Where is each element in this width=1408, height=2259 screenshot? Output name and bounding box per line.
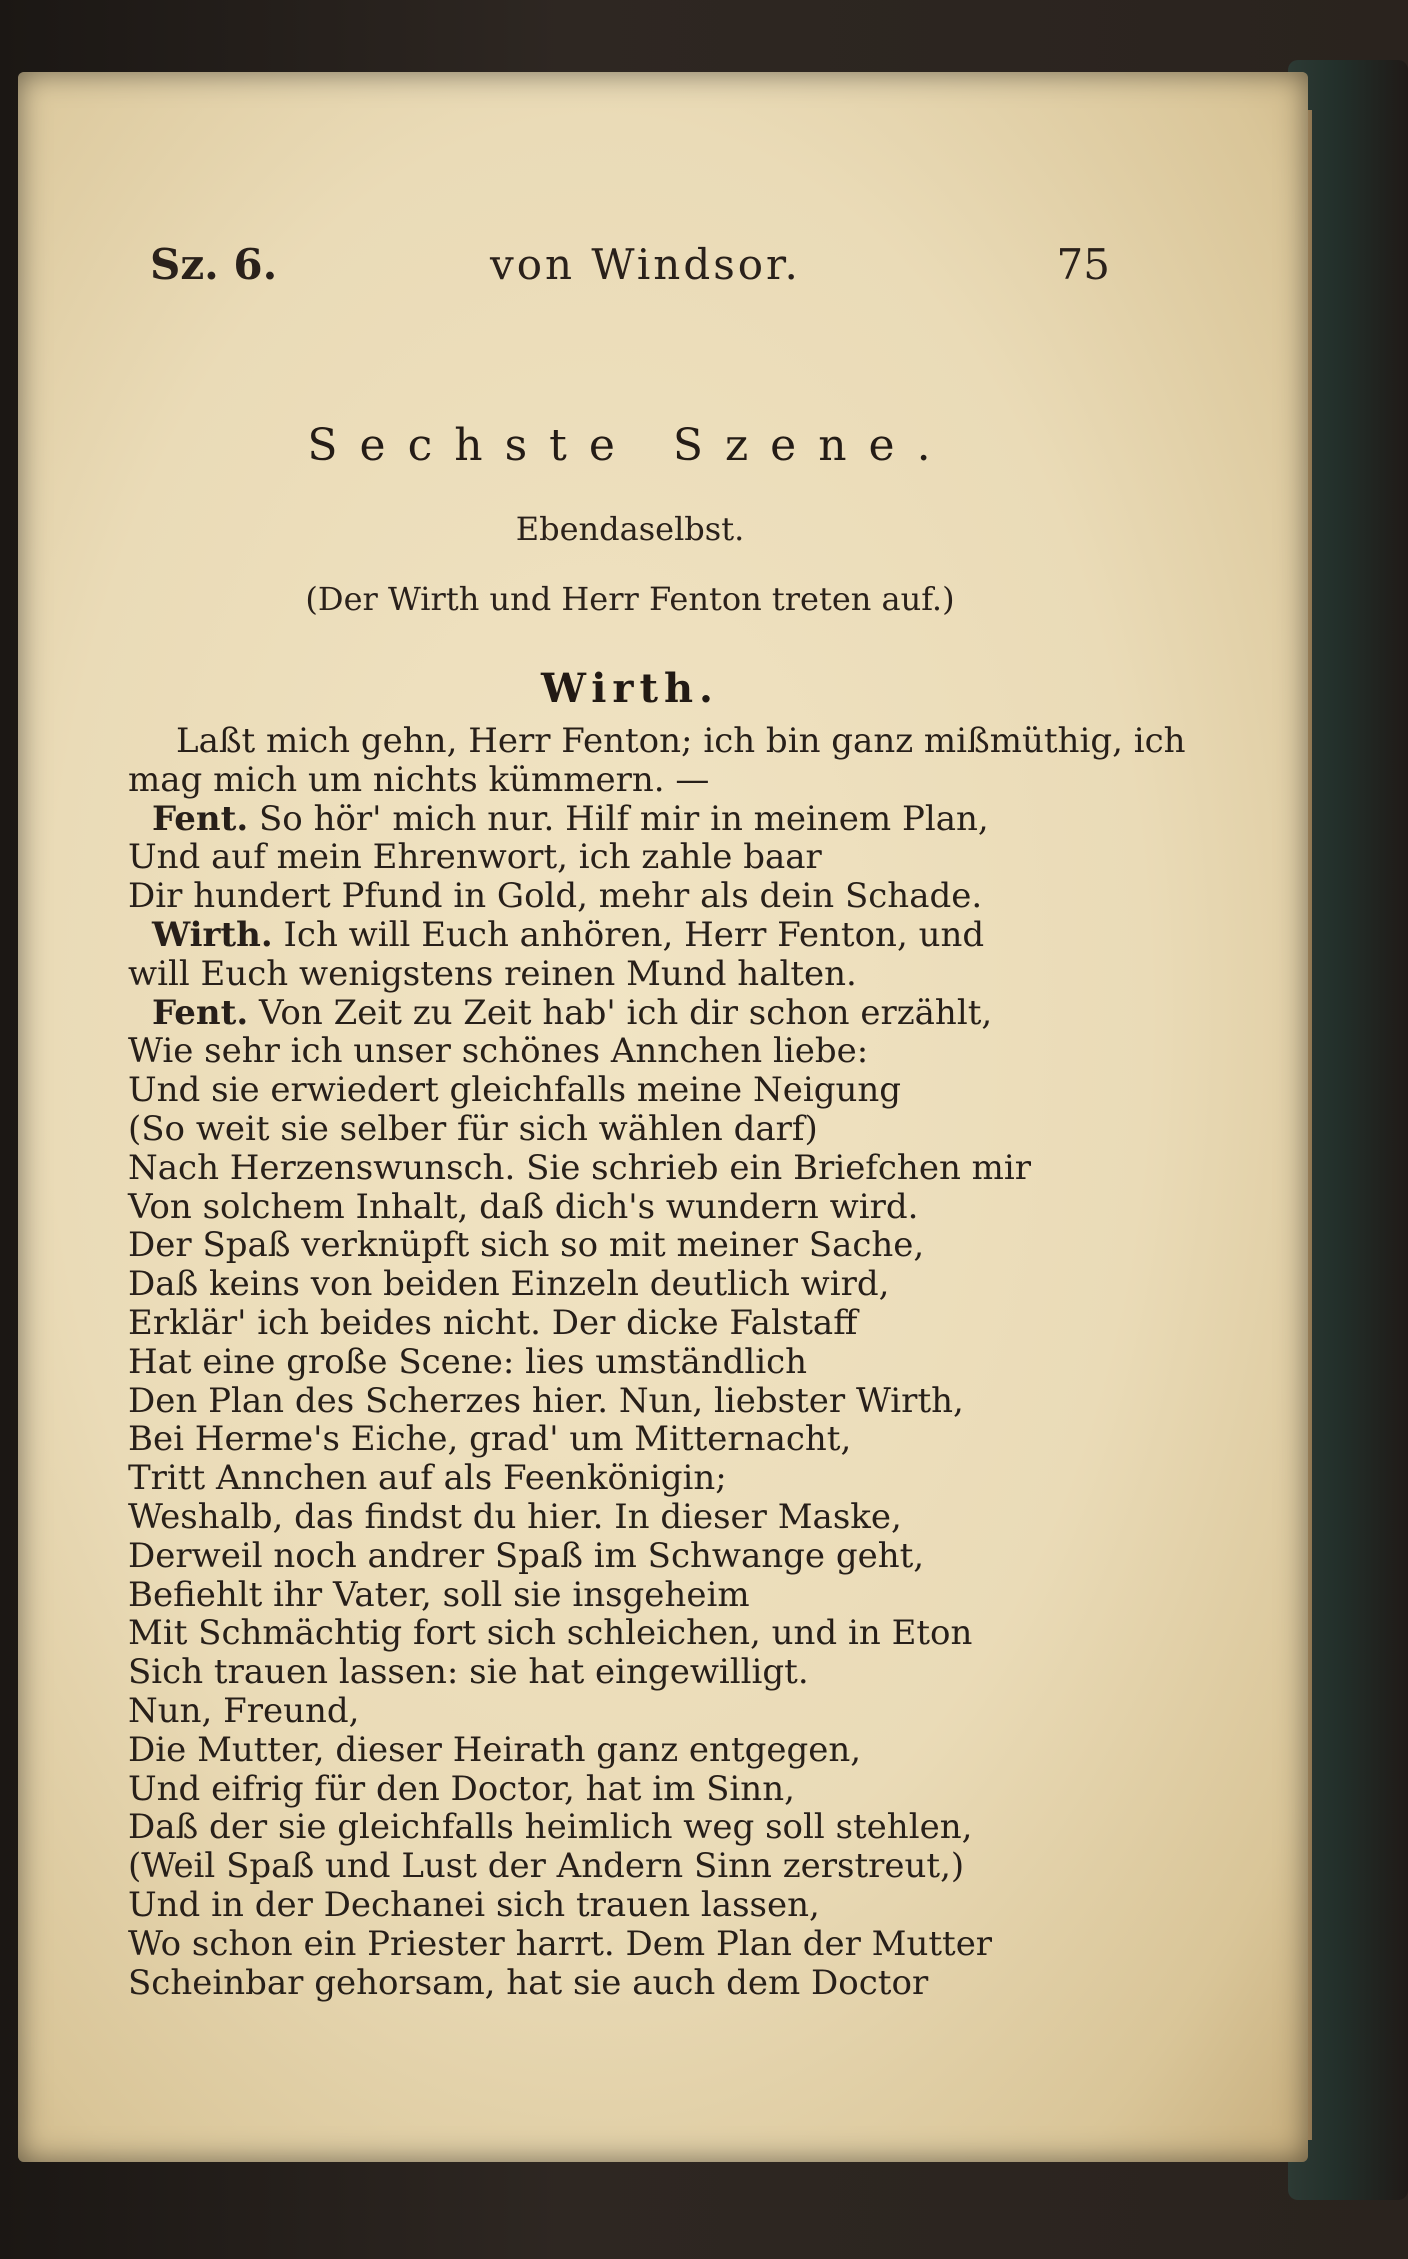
stage-direction: (Der Wirth und Herr Fenton treten auf.) xyxy=(305,580,955,618)
text-line xyxy=(128,1537,1148,1576)
text-line xyxy=(128,994,1148,1033)
line-text: Und sie erwiedert gleichfalls meine Neigung xyxy=(128,1070,902,1111)
text-line xyxy=(128,1925,1148,1964)
line-text: Von Zeit zu Zeit hab' ich dir schon erzählt, xyxy=(248,992,993,1033)
text-line xyxy=(128,1304,1148,1343)
speaker-label: Fent. xyxy=(152,992,249,1033)
line-text: Laßt mich gehn, Herr Fenton; ich bin ganz mißmüthig, ich xyxy=(176,721,1186,761)
line-text: (Weil Spaß und Lust der Andern Sinn zerstreut,) xyxy=(128,1846,965,1887)
scene-location: Ebendaselbst. xyxy=(515,510,745,548)
text-line xyxy=(128,1692,1148,1731)
speaker-label: Wirth. xyxy=(152,914,273,955)
line-text: Den Plan des Scherzes hier. Nun, liebster Wirth, xyxy=(128,1380,964,1421)
line-text: will Euch wenigstens reinen Mund halten. xyxy=(128,953,857,994)
line-text: Mit Schmächtig fort sich schleichen, und in Eton xyxy=(128,1613,973,1654)
line-text: So hör' mich nur. Hilf mir in meinem Plan, xyxy=(248,798,989,839)
line-text: Und in der Dechanei sich trauen lassen, xyxy=(128,1884,820,1925)
text-line xyxy=(128,955,1148,994)
text-line xyxy=(128,1731,1148,1770)
line-text: Derweil noch andrer Spaß im Schwange geht, xyxy=(128,1535,925,1576)
text-line xyxy=(128,1459,1148,1498)
text-line xyxy=(128,1188,1148,1227)
text-line xyxy=(128,1498,1148,1537)
text-line xyxy=(128,1149,1148,1188)
text-line xyxy=(128,761,1148,800)
text-line xyxy=(128,838,1148,877)
line-text: Nun, Freund, xyxy=(128,1690,360,1731)
text-line xyxy=(128,1032,1148,1071)
line-text: Von solchem Inhalt, daß dich's wundern wird. xyxy=(128,1186,919,1227)
line-text: Wie sehr ich unser schönes Annchen liebe: xyxy=(128,1031,869,1072)
text-line xyxy=(128,1110,1148,1149)
line-text: (So weit sie selber für sich wählen darf) xyxy=(128,1108,818,1149)
line-text: Tritt Annchen auf als Feenkönigin; xyxy=(128,1458,727,1499)
line-text: Wo schon ein Priester harrt. Dem Plan der Mutter xyxy=(128,1923,993,1964)
text-line xyxy=(128,1343,1148,1382)
text-line xyxy=(128,1576,1148,1615)
text-line xyxy=(128,1847,1148,1886)
line-text: Dir hundert Pfund in Gold, mehr als dein Schade. xyxy=(128,876,983,917)
text-line xyxy=(128,800,1148,839)
line-text: Nach Herzenswunsch. Sie schrieb ein Briefchen mir xyxy=(128,1147,1032,1188)
text-line xyxy=(128,1420,1148,1459)
line-text: Bei Herme's Eiche, grad' um Mitternacht, xyxy=(128,1419,852,1460)
line-text: Erklär' ich beides nicht. Der dicke Falstaff xyxy=(128,1302,858,1343)
speaker-label: Fent. xyxy=(152,798,249,839)
text-line xyxy=(128,1770,1148,1809)
text-line xyxy=(128,1886,1148,1925)
text-line xyxy=(128,1653,1148,1692)
running-header xyxy=(150,240,1110,310)
line-text: Und eifrig für den Doctor, hat im Sinn, xyxy=(128,1768,795,1809)
line-text: Daß keins von beiden Einzeln deutlich wird, xyxy=(128,1264,890,1305)
line-text: Die Mutter, dieser Heirath ganz entgegen, xyxy=(128,1729,862,1770)
line-text: Scheinbar gehorsam, hat sie auch dem Doctor xyxy=(128,1962,929,2003)
line-text: Der Spaß verknüpft sich so mit meiner Sache, xyxy=(128,1225,925,1266)
text-line xyxy=(128,916,1148,955)
text-line xyxy=(128,1226,1148,1265)
running-title: von Windsor. xyxy=(490,240,801,289)
text-line xyxy=(128,721,1186,761)
line-text: Sich trauen lassen: sie hat eingewilligt. xyxy=(128,1652,809,1693)
text-line xyxy=(128,1808,1148,1847)
text-line xyxy=(128,1071,1148,1110)
line-text: Und auf mein Ehrenwort, ich zahle baar xyxy=(128,837,822,878)
speaker-heading: Wirth. xyxy=(541,665,719,712)
text-line xyxy=(128,1382,1148,1421)
line-text: Weshalb, das findst du hier. In dieser Maske, xyxy=(128,1496,902,1537)
line-text: mag mich um nichts kümmern. — xyxy=(128,759,710,800)
line-text: Hat eine große Scene: lies umständlich xyxy=(128,1341,808,1382)
line-text: Befiehlt ihr Vater, soll sie insgeheim xyxy=(128,1574,750,1615)
page-number: 75 xyxy=(1056,240,1110,289)
line-text: Daß der sie gleichfalls heimlich weg soll stehlen, xyxy=(128,1807,973,1848)
text-line xyxy=(128,1964,1148,2003)
text-line xyxy=(128,1265,1148,1304)
text-line xyxy=(128,877,1148,916)
scene-title: Sechste Szene. xyxy=(307,420,953,471)
text-line xyxy=(128,1614,1148,1653)
dialogue-text xyxy=(128,721,1186,2003)
line-text: Ich will Euch anhören, Herr Fenton, und xyxy=(272,914,985,955)
scene-reference: Sz. 6. xyxy=(150,240,278,289)
